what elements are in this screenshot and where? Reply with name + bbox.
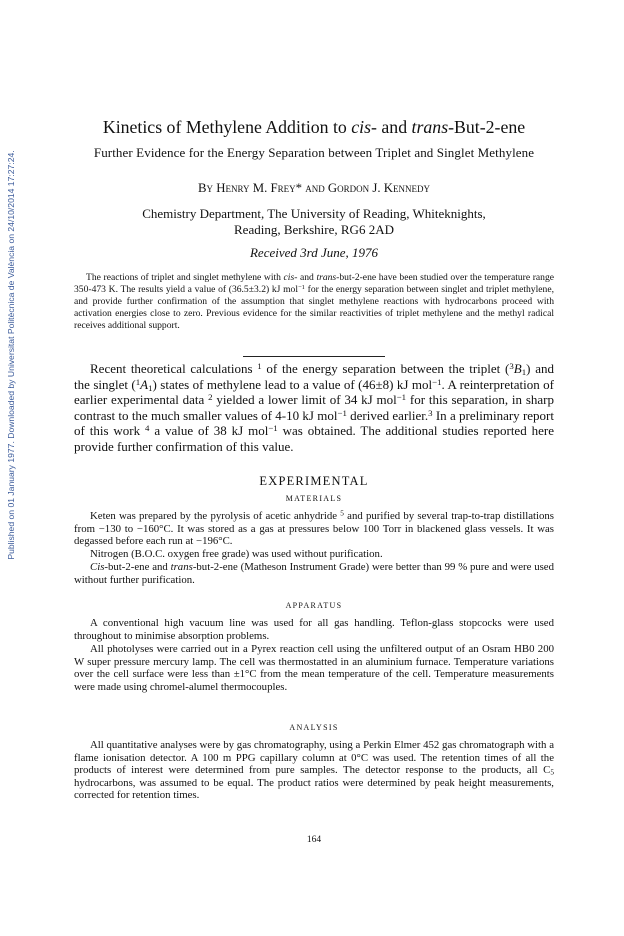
apparatus-paragraph-vacuum: A conventional high vacuum line was used for all gas handling. Teflon-glass stopcocks were used throughout to minimise absorption problems. (74, 617, 554, 642)
abstract-divider (243, 356, 385, 357)
page-number: 164 (306, 835, 322, 845)
publication-sidebar (3, 120, 19, 590)
materials-paragraph-butene: Cis-but-2-ene and trans-but-2-ene (Matheson Instrument Grade) were better than 99 % pure and were used without further purification. (74, 561, 555, 586)
received-date: Received 3rd June, 1976 (249, 245, 379, 260)
publication-info: Published on 01 January 1977. Downloaded by Universitat Politècnica de València on 24/10/2014 17:27:24. (6, 150, 16, 560)
author-frey: Henry M. Frey* (216, 181, 302, 195)
analysis-paragraph: All quantitative analyses were by gas chromatography, using a Perkin Elmer 452 gas chromatograph with a flame ionisation detector. A 100 m PPG capillary column at 0°C was used. The retention times of all the products of interest were determined from pure samples. The detector response to the products, all $C_5$ hydrocarbons, was assumed to be equal. The product ratios were determined by peak height measurements, corrected for retention times. (74, 739, 554, 802)
materials-paragraph-nitrogen: Nitrogen (B.O.C. oxygen free grade) was used without purification. (90, 548, 383, 560)
author-kennedy: Gordon J. Kennedy (327, 181, 430, 195)
affiliation: Chemistry Department, The University of Reading, Whiteknights, Reading, Berkshire, RG6 2AD (142, 206, 486, 237)
subsection-heading-materials: MATERIALS (285, 494, 343, 503)
paper-subtitle: Further Evidence for the Energy Separation between Triplet and Singlet Methylene (93, 145, 535, 160)
subsection-heading-apparatus: APPARATUS (285, 601, 343, 610)
abstract: The reactions of triplet and singlet methylene with cis- and trans-but-2-ene have been studied over the temperature range 350-473 K. The results yield a value of (36.5±3.2) kJ mol$^{-1}$ for the energy separation between singlet and triplet methylene, and provide further confirmation of the assumption that singlet methylene reactions with hydrocarbons proceed with activation energies close to zero. Previous evidence for the similar reactivities of triplet methylene and the methyl radical receives additional support. (74, 272, 555, 331)
section-heading-experimental: EXPERIMENTAL (259, 474, 369, 488)
subsection-heading-analysis: ANALYSIS (289, 723, 339, 732)
paper-title: Kinetics of Methylene Addition to cis- and trans-But-2-ene (102, 117, 526, 137)
materials-paragraph-keten: Keten was prepared by the pyrolysis of acetic anhydride $^5$ and purified by several trap-to-trap distillations from −130 to −160°C. It was stored as a gas at pressures below 100 Torr in blackened glass vessels. It was degassed before each run at −196°C. (74, 508, 554, 548)
introduction-paragraph: Recent theoretical calculations $^1$ of the energy separation between the triplet $(^3B_1)$ and the singlet $(^1A_1)$ states of methylene lead to a value of (46±8) kJ mol$^{-1}$. A reinterpretation of earlier experimental data $^2$ yielded a lower limit of 34 kJ mol$^{-1}$ for this separation, in sharp contrast to the much smaller values of 4-10 kJ mol$^{-1}$ derived earlier.$^3$ In a preliminary report of this work $^4$ a value of 38 kJ mol$^{-1}$ was obtained. The additional studies reported here provide further confirmation of this value. (74, 361, 554, 454)
author-line: By Henry M. Frey* and Gordon J. Kennedy (198, 181, 430, 195)
apparatus-paragraph-photolysis: All photolyses were carried out in a Pyrex reaction cell using the unfiltered output of an Osram HB0 200 W super pressure mercury lamp. The cell was thermostatted in an aluminium furnace. Temperature variations over the cell surface were less than ±1°C from the mean temperature of the cell. Temperature measurements were made using chromel-alumel thermocouples. (74, 643, 554, 693)
